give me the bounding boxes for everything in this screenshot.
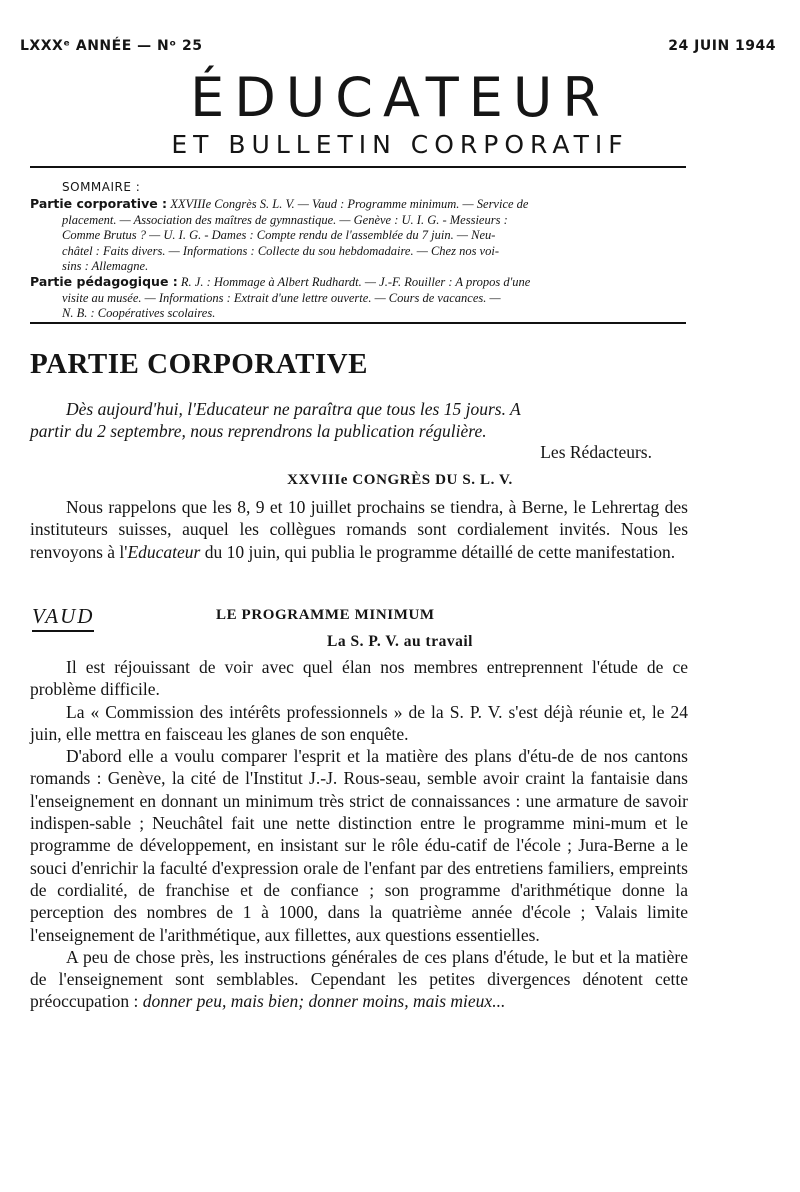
sommaire-corporative (30, 196, 690, 275)
masthead-title: ÉDUCATEUR (190, 66, 610, 129)
divider-bottom (30, 322, 686, 324)
sommaire-title: SOMMAIRE : (62, 180, 141, 194)
sommaire-corporative-line: Comme Brutus ? — U. I. G. - Dames : Compte rendu de l'assemblée du 7 juin. — Neu- (62, 228, 496, 243)
congres-paragraph (30, 496, 688, 563)
issue-number: LXXXᵉ ANNÉE — Nᵒ 25 (20, 38, 203, 54)
congres-text: du 10 juin, qui publia le programme détaillé de cette manifestation. (200, 541, 676, 562)
masthead-subtitle: ET BULLETIN CORPORATIF (171, 130, 629, 159)
sommaire-pedagogique-line: visite au musée. — Informations : Extrait d'une lettre ouverte. — Cours de vacances. — (62, 290, 501, 305)
sommaire-pedagogique (30, 274, 690, 322)
article-paragraph: D'abord elle a voulu comparer l'esprit et la matière des plans d'étu-de de nos cantons romands : Genève, la cité de l'Institut J.-J. Rous-seau, semble avoir craint la fantaisie dans l'enseignement en donnant un minimum très strict de connaissances : une armature de savoir indispen-sable ; Neuchâtel fait une nette distinction entre le programme mini-mum et le programme de développement, en insistant sur le rôle édu-catif de l'école ; Jura-Berne a le souci d'enrichir la faculté d'expression orale de l'enfant par des entretiens familiers, empreints de cordialité, de franchise et de confiance ; son programme d'arithmétique donne la perception des nombres de 1 à 1000, dans la quatrième année d'école ; Valais limite l'enseignement de l'arithmétique, aux fillettes, aux questions essentielles. (30, 746, 688, 945)
article-text: A peu de chose près, les instructions générales de ces plans d'étude, le but et la matière de l'enseignement sont semblables. Cependant les petites divergences dénotent cette préoccupation : (30, 946, 688, 1012)
avis-paragraph (30, 398, 688, 443)
sommaire-pedagogique-line: N. B. : Coopératives scolaires. (62, 306, 216, 321)
sommaire-corporative-line: châtel : Faits divers. — Informations : Collecte du sou hebdomadaire. — Chez nos voi- (62, 243, 499, 258)
programme-heading: LE PROGRAMME MINIMUM (216, 607, 435, 623)
sommaire-corporative-line: XXVIIIe Congrès S. L. V. — Vaud : Programme minimum. — Service de (170, 197, 529, 211)
partie-corporative-heading: PARTIE CORPORATIVE (30, 348, 369, 380)
programme-subheading: La S. P. V. au travail (327, 633, 473, 650)
section-label-vaud: VAUD (32, 604, 95, 628)
divider-top (30, 166, 686, 168)
article-paragraph-last (30, 946, 688, 1013)
congres-italic: Educateur (127, 541, 201, 562)
article-paragraph: La « Commission des intérêts professionnels » de la S. P. V. s'est déjà réunie et, le 24 juin, elle mettra en faisceau les glanes de son enquête. (30, 701, 688, 744)
sommaire-pedagogique-label: Partie pédagogique : (30, 274, 178, 289)
sommaire-corporative-line: sins : Allemagne. (62, 259, 149, 274)
article-italic: donner peu, mais bien; donner moins, mais mieux... (142, 991, 506, 1012)
signature: Les Rédacteurs. (540, 442, 652, 462)
avis-line: Dès aujourd'hui, l'Educateur ne paraîtra que tous les 15 jours. A (66, 399, 521, 419)
sommaire-corporative-line: placement. — Association des maîtres de gymnastique. — Genève : U. I. G. - Messieurs : (62, 212, 508, 227)
sommaire-corporative-label: Partie corporative : (30, 196, 168, 211)
sommaire-pedagogique-line: R. J. : Hommage à Albert Rudhardt. — J.-F. Rouiller : A propos d'une (180, 275, 531, 289)
issue-date: 24 JUIN 1944 (668, 38, 776, 54)
section-label-underline (32, 630, 94, 632)
congres-heading: XXVIIIe CONGRÈS DU S. L. V. (287, 472, 513, 488)
avis-line: partir du 2 septembre, nous reprendrons la publication régulière. (30, 421, 487, 442)
article-body (30, 656, 688, 1013)
article-paragraph: Il est réjouissant de voir avec quel élan nos membres entreprennent l'étude de ce problème difficile. (30, 657, 688, 700)
congres-text: Nous rappelons que les 8, 9 et 10 juillet prochains se tiendra, à Berne, le Lehrertag des instituteurs suisses, auquel les collègues romands sont cordialement invités. Nous les renvoyons à l' (30, 497, 688, 562)
